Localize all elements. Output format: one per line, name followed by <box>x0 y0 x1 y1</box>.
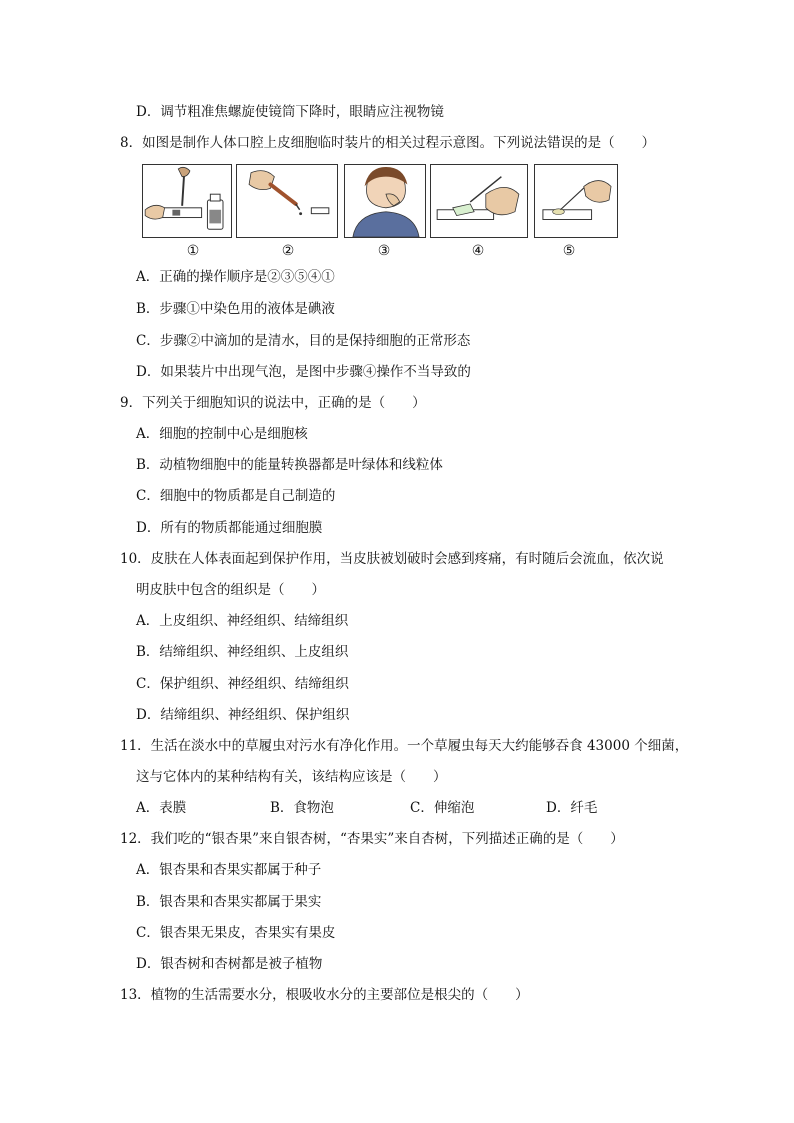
q8-option-c: C．步骤②中滴加的是清水，目的是保持细胞的正常形态 <box>136 333 471 349</box>
q10-option-a: A．上皮组织、神经组织、结缔组织 <box>136 613 349 629</box>
q10-option-c: C．保护组织、神经组织、结缔组织 <box>136 676 349 692</box>
figure-label-4: ④ <box>471 243 485 259</box>
swab-illustration <box>535 165 617 237</box>
figure-panel-3 <box>344 164 426 238</box>
figure-panel-2 <box>236 164 338 238</box>
question-10: 10．皮肤在人体表面起到保护作用，当皮肤被划破时会感到疼痛，有时随后会流血，依次说 <box>120 551 664 567</box>
q8-option-a: A．正确的操作顺序是②③⑤④① <box>136 269 335 285</box>
question-12: 12．我们吃的“银杏果”来自银杏树，“杏果实”来自杏树，下列描述正确的是（ ） <box>120 831 624 847</box>
q11-option-c: C．伸缩泡 <box>410 800 475 816</box>
figure-label-5: ⑤ <box>562 243 576 259</box>
q12-option-d: D．银杏树和杏树都是被子植物 <box>136 956 323 972</box>
figure-label-2: ② <box>281 243 295 259</box>
q8-option-d: D．如果装片中出现气泡，是图中步骤④操作不当导致的 <box>136 364 471 380</box>
figure-panel-4 <box>430 164 528 238</box>
q10-option-d: D．结缔组织、神经组织、保护组织 <box>136 707 350 723</box>
q8-option-b: B．步骤①中染色用的液体是碘液 <box>136 301 335 317</box>
figure-label-3: ③ <box>377 243 391 259</box>
question-8: 8．如图是制作人体口腔上皮细胞临时装片的相关过程示意图。下列说法错误的是（ ） <box>120 135 656 151</box>
q11-option-a: A．表膜 <box>136 800 187 816</box>
q10-option-b: B．结缔组织、神经组织、上皮组织 <box>136 644 349 660</box>
question-10-continued: 明皮肤中包含的组织是（ ） <box>136 582 325 598</box>
boy-rinsing-mouth-illustration <box>345 165 425 237</box>
line-d-previous: D．调节粗准焦螺旋使镜筒下降时，眼睛应注视物镜 <box>136 104 444 120</box>
q9-option-a: A．细胞的控制中心是细胞核 <box>136 426 308 442</box>
figure-label-1: ① <box>186 243 200 259</box>
q9-option-d: D．所有的物质都能通过细胞膜 <box>136 520 323 536</box>
q12-option-b: B．银杏果和杏果实都属于果实 <box>136 894 322 910</box>
question-11-continued: 这与它体内的某种结构有关，该结构应该是（ ） <box>136 769 447 785</box>
dropper-illustration <box>237 165 337 237</box>
q9-option-b: B．动植物细胞中的能量转换器都是叶绿体和线粒体 <box>136 457 443 473</box>
q12-option-a: A．银杏果和杏果实都属于种子 <box>136 862 322 878</box>
q9-option-c: C．细胞中的物质都是自己制造的 <box>136 488 336 504</box>
q11-option-b: B．食物泡 <box>270 800 334 816</box>
question-13: 13．植物的生活需要水分，根吸收水分的主要部位是根尖的（ ） <box>120 987 529 1003</box>
question-11: 11．生活在淡水中的草履虫对污水有净化作用。一个草履虫每天大约能够吞食 43000 个细菌， <box>120 738 689 754</box>
q11-options-row <box>136 798 597 818</box>
q12-option-c: C．银杏果无果皮，杏果实有果皮 <box>136 925 336 941</box>
staining-illustration <box>143 165 231 237</box>
coverslip-illustration <box>431 165 527 237</box>
figure-panel-1 <box>142 164 232 238</box>
figure-panel-5 <box>534 164 618 238</box>
question-9: 9．下列关于细胞知识的说法中，正确的是（ ） <box>120 395 426 411</box>
q11-option-d: D．纤毛 <box>546 800 598 816</box>
